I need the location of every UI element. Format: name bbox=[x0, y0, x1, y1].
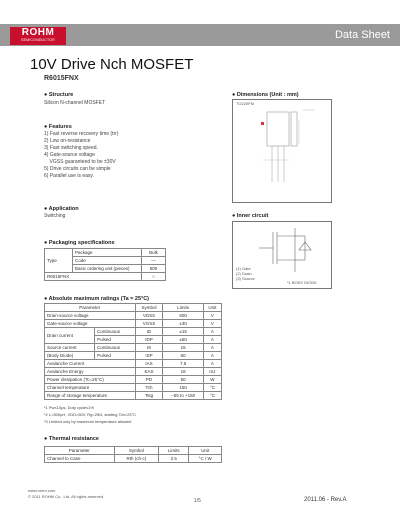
table-cell: Tstg bbox=[135, 392, 163, 400]
table-cell: IAS bbox=[135, 360, 163, 368]
table-header-row bbox=[45, 304, 222, 312]
table-cell: Continuous bbox=[95, 328, 135, 336]
column-header: Parameter bbox=[45, 304, 136, 312]
brand-subtitle: SEMICONDUCTOR bbox=[21, 38, 55, 42]
table-cell: ±30 bbox=[163, 320, 203, 328]
table-cell: Code bbox=[73, 257, 142, 265]
table-row bbox=[45, 344, 222, 352]
table-row bbox=[45, 368, 222, 376]
table-cell: IDP bbox=[135, 336, 163, 344]
table-row bbox=[45, 320, 222, 328]
pin-label: (2) Drain bbox=[236, 271, 252, 276]
table-cell: PD bbox=[135, 376, 163, 384]
doc-type: Data Sheet bbox=[334, 29, 390, 41]
table-cell: °C bbox=[203, 384, 221, 392]
part-number: R6015FNX bbox=[44, 75, 79, 82]
table-cell: ±15 bbox=[163, 328, 203, 336]
table-cell: Avalanche Energy bbox=[45, 368, 136, 376]
table-cell: A bbox=[203, 328, 221, 336]
table-cell: Bulk bbox=[142, 249, 166, 257]
footnote: *2 L=500μH, VDD=50V, Rg=25Ω, starting Tch=25°C bbox=[44, 412, 137, 417]
table-cell: 60 bbox=[163, 352, 203, 360]
table-row bbox=[45, 376, 222, 384]
table-cell: 15 bbox=[163, 344, 203, 352]
feature-item: 3) Fast switching speed. bbox=[44, 145, 98, 151]
thermal-table bbox=[44, 446, 222, 463]
footnote: *1 Pw≤10μs, Duty cycle≤1% bbox=[44, 405, 95, 410]
package-drawing bbox=[233, 100, 333, 204]
feature-item: 2) Low on-resistance bbox=[44, 138, 91, 144]
footnote: *3 Limited only by maximum temperature allowed bbox=[44, 419, 132, 424]
table-cell: Continuous bbox=[95, 344, 135, 352]
table-row bbox=[45, 384, 222, 392]
table-cell: 150 bbox=[163, 384, 203, 392]
table-row bbox=[45, 273, 166, 281]
pin-label: (1) Gate bbox=[236, 266, 251, 271]
brand-name: ROHM bbox=[21, 27, 55, 38]
table-cell: Power dissipation (Tc=25°C) bbox=[45, 376, 136, 384]
footer-copyright: © 2011 ROHM Co., Ltd. All rights reserved. bbox=[28, 494, 105, 499]
table-cell: Gate-source voltage bbox=[45, 320, 136, 328]
page-title: 10V Drive Nch MOSFET bbox=[30, 56, 194, 73]
features-heading: ● Features bbox=[44, 124, 72, 130]
structure-heading: ● Structure bbox=[44, 92, 74, 98]
table-cell: 7.5 bbox=[163, 360, 203, 368]
column-header: Unit bbox=[189, 447, 222, 455]
body-diode-note: *1 BODY DIODE bbox=[287, 280, 317, 285]
table-cell: −55 to +150 bbox=[163, 392, 203, 400]
pin-list bbox=[236, 266, 255, 281]
table-row bbox=[45, 352, 222, 360]
table-cell: A bbox=[203, 352, 221, 360]
package-label: TO220FM bbox=[236, 101, 254, 106]
features-list bbox=[44, 131, 118, 180]
table-row bbox=[45, 312, 222, 320]
table-cell: Avalanche Current bbox=[45, 360, 136, 368]
table-cell: R6015FNX bbox=[45, 273, 142, 281]
table-cell: W bbox=[203, 376, 221, 384]
column-header: Parameter bbox=[45, 447, 115, 455]
table-cell: 2.5 bbox=[159, 455, 189, 463]
table-cell: Drain-source voltage bbox=[45, 312, 136, 320]
abs-max-notes bbox=[44, 404, 136, 425]
feature-item: 5) Drive circuits can be simple bbox=[44, 166, 111, 172]
table-cell: A bbox=[203, 344, 221, 352]
column-header: Symbol bbox=[135, 304, 163, 312]
packaging-heading: ● Packaging specifications bbox=[44, 240, 115, 246]
abs-max-table bbox=[44, 303, 222, 400]
column-header: Unit bbox=[203, 304, 221, 312]
column-header: Limits bbox=[163, 304, 203, 312]
table-cell: VGSS bbox=[135, 320, 163, 328]
table-cell: Channel temperature bbox=[45, 384, 136, 392]
table-cell: 18 bbox=[163, 368, 203, 376]
table-cell: Range of storage temperature bbox=[45, 392, 136, 400]
structure-text: Silicon N-channel MOSFET bbox=[44, 100, 106, 106]
type-label: Type bbox=[45, 249, 73, 273]
pin-label: (3) Source bbox=[236, 276, 255, 281]
table-cell: 50 bbox=[163, 376, 203, 384]
feature-item: VGSS guaranteed to be ±30V bbox=[44, 159, 116, 165]
table-cell: VDSS bbox=[135, 312, 163, 320]
application-text: Switching bbox=[44, 213, 66, 219]
thermal-heading: ● Thermal resistance bbox=[44, 436, 99, 442]
dimensions-heading: ● Dimensions (Unit : mm) bbox=[232, 92, 299, 98]
table-cell: Channel to Case bbox=[45, 455, 115, 463]
table-cell: (Body Diode) bbox=[45, 352, 95, 360]
table-cell: °C / W bbox=[189, 455, 222, 463]
table-cell: EAS bbox=[135, 368, 163, 376]
table-row bbox=[45, 360, 222, 368]
table-cell: Basic ordering unit (pieces) bbox=[73, 265, 142, 273]
table-cell: Pulsed bbox=[95, 336, 135, 344]
table-cell: V bbox=[203, 312, 221, 320]
table-row bbox=[45, 328, 222, 336]
table-row bbox=[45, 392, 222, 400]
table-cell: — bbox=[142, 257, 166, 265]
table-cell: Drain current bbox=[45, 328, 95, 344]
table-cell: ID bbox=[135, 328, 163, 336]
table-cell: IS bbox=[135, 344, 163, 352]
table-cell: Source current bbox=[45, 344, 95, 352]
packaging-table bbox=[44, 248, 166, 281]
feature-item: 6) Parallel use is easy. bbox=[44, 173, 94, 179]
footer-url: www.rohm.com bbox=[28, 488, 56, 493]
table-cell: ○ bbox=[142, 273, 166, 281]
table-cell: ±60 bbox=[163, 336, 203, 344]
table-cell: °C bbox=[203, 392, 221, 400]
table-cell: V bbox=[203, 320, 221, 328]
table-cell: 500 bbox=[142, 265, 166, 273]
inner-circuit-box bbox=[232, 221, 332, 289]
feature-item: 4) Gate-source voltage bbox=[44, 152, 95, 158]
table-cell: A bbox=[203, 336, 221, 344]
table-cell: Package bbox=[73, 249, 142, 257]
table-row bbox=[45, 455, 222, 463]
table-cell: A bbox=[203, 360, 221, 368]
table-header-row bbox=[45, 447, 222, 455]
table-cell: Rth (ch-c) bbox=[114, 455, 159, 463]
page-number: 1/5 bbox=[194, 498, 201, 504]
table-cell: Pulsed bbox=[95, 352, 135, 360]
table-cell: ISP bbox=[135, 352, 163, 360]
table-cell: mJ bbox=[203, 368, 221, 376]
inner-circuit-heading: ● Inner circuit bbox=[232, 213, 269, 219]
abs-max-heading: ● Absolute maximum ratings (Ta = 25°C) bbox=[44, 296, 150, 302]
column-header: Symbol bbox=[114, 447, 159, 455]
column-header: Limits bbox=[159, 447, 189, 455]
table-row bbox=[45, 249, 166, 257]
table-cell: 600 bbox=[163, 312, 203, 320]
dimensions-box bbox=[232, 99, 332, 203]
table-cell: Tch bbox=[135, 384, 163, 392]
date-revision: 2011.06 - Rev.A bbox=[304, 497, 347, 503]
feature-item: 1) Fast reverse recovery time (trr) bbox=[44, 131, 119, 137]
footer-left bbox=[28, 488, 104, 500]
rohm-logo bbox=[10, 27, 66, 45]
application-heading: ● Application bbox=[44, 206, 79, 212]
